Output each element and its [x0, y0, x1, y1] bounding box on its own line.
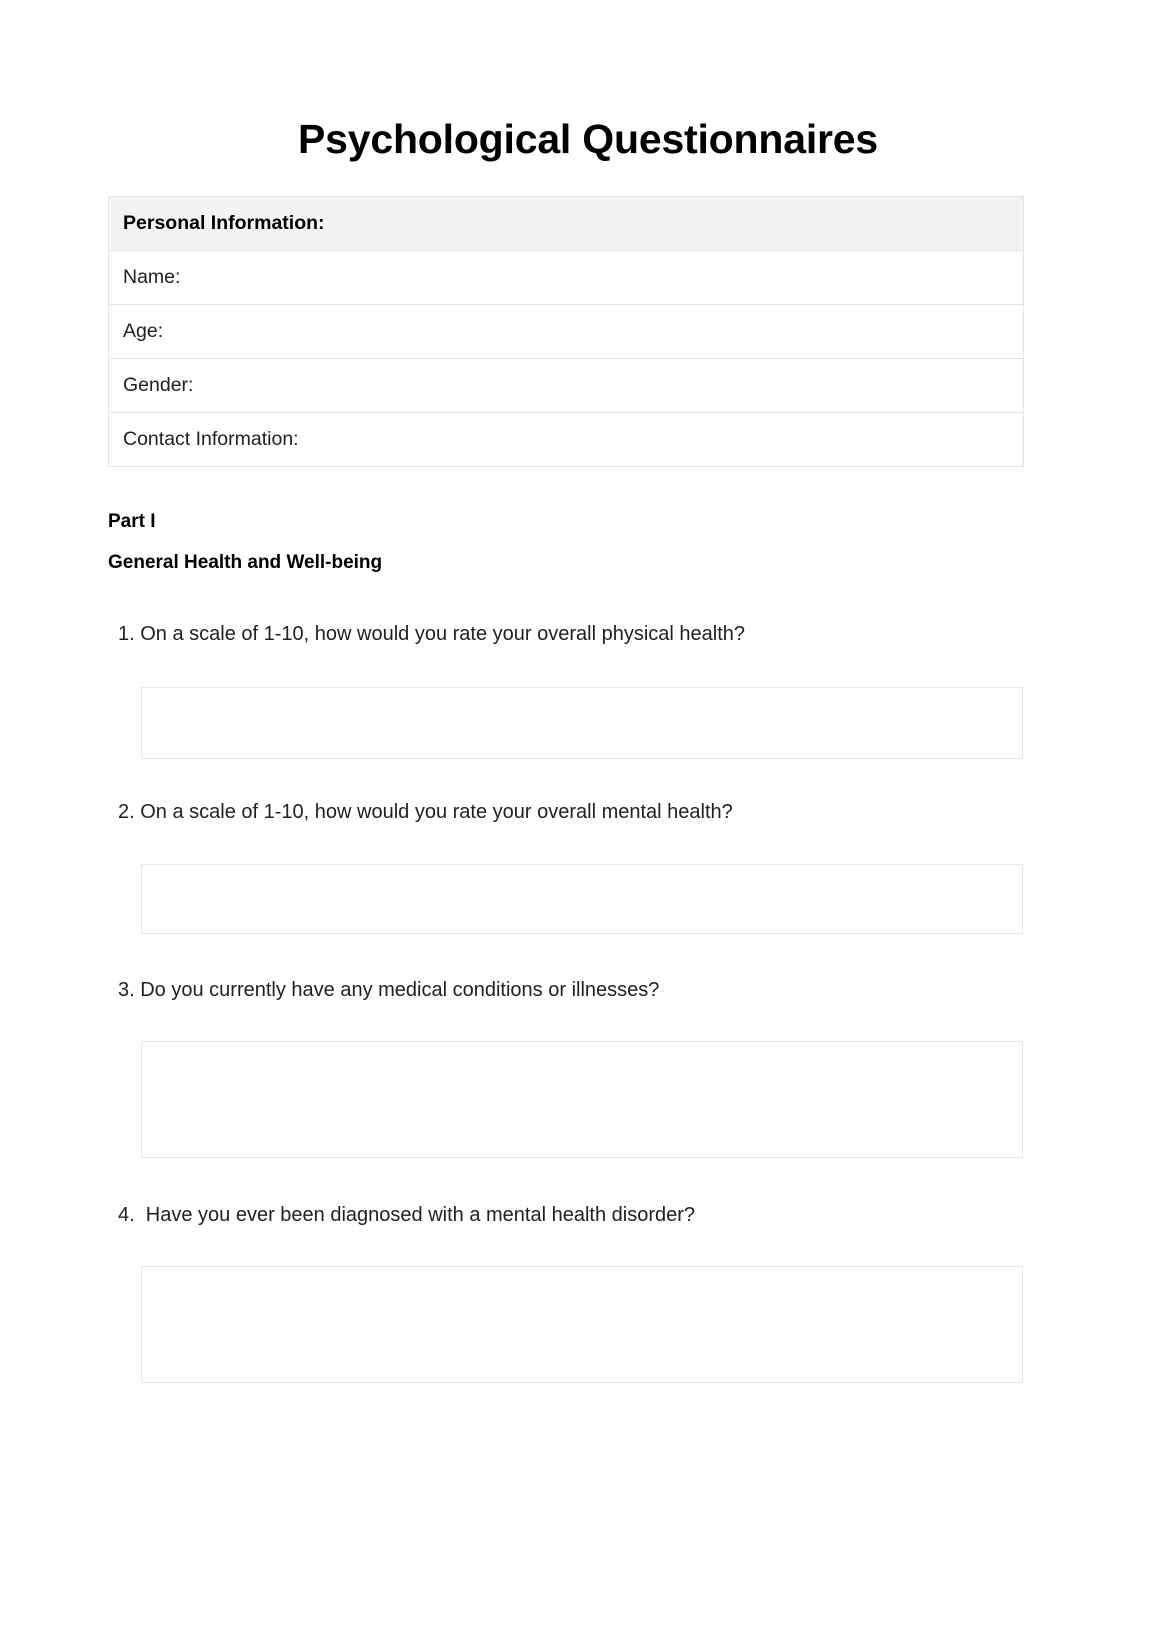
part-label: Part I	[108, 511, 156, 532]
question-2-text: 2. On a scale of 1-10, how would you rate your overall mental health?	[118, 801, 733, 823]
section-title: General Health and Well-being	[108, 552, 383, 573]
question-1-text: 1. On a scale of 1-10, how would you rate your overall physical health?	[118, 623, 746, 645]
question-4-answer-box[interactable]	[141, 1266, 1023, 1383]
table-header-row	[109, 197, 1024, 251]
table-row[interactable]	[109, 305, 1024, 359]
question-3-text: 3. Do you currently have any medical conditions or illnesses?	[118, 979, 660, 1001]
question-3-answer-box[interactable]	[141, 1041, 1023, 1158]
personal-information-header: Personal Information:	[109, 197, 1024, 251]
field-label-name[interactable]: Name:	[109, 251, 1024, 305]
field-label-age[interactable]: Age:	[109, 305, 1024, 359]
field-label-gender[interactable]: Gender:	[109, 359, 1024, 413]
question-4-text: 4. Have you ever been diagnosed with a mental health disorder?	[118, 1204, 696, 1226]
question-1-answer-box[interactable]	[141, 687, 1023, 759]
table-row[interactable]	[109, 251, 1024, 305]
page-title: Psychological Questionnaires	[298, 116, 878, 163]
table-row[interactable]	[109, 359, 1024, 413]
table-row[interactable]	[109, 413, 1024, 467]
question-2-answer-box[interactable]	[141, 864, 1023, 934]
personal-information-table	[108, 196, 1024, 467]
field-label-contact-information[interactable]: Contact Information:	[109, 413, 1024, 467]
